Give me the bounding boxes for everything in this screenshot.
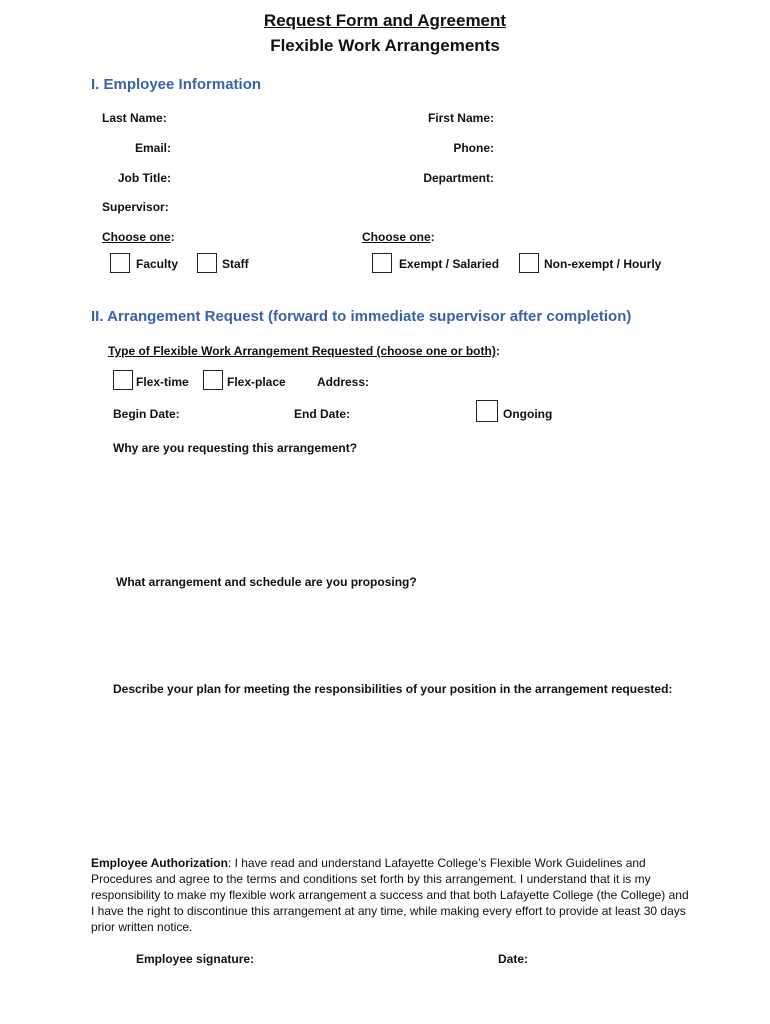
- job-title-label: Job Title:: [117, 171, 171, 185]
- first-name-field[interactable]: [502, 110, 722, 126]
- schedule-answer-field[interactable]: [113, 596, 707, 676]
- end-date-label: End Date:: [294, 407, 351, 421]
- last-name-field[interactable]: [176, 110, 396, 126]
- address-label: Address:: [317, 375, 370, 389]
- last-name-label: Last Name:: [102, 111, 167, 125]
- flex-place-checkbox[interactable]: [203, 370, 223, 390]
- form-subtitle: Flexible Work Arrangements: [270, 36, 500, 55]
- employee-signature-label: Employee signature:: [136, 952, 255, 966]
- plan-answer-field[interactable]: [113, 703, 707, 847]
- question-plan-label: Describe your plan for meeting the responsibilities of your position in the arrangement requested:: [113, 682, 673, 696]
- first-name-label: First Name:: [427, 111, 494, 125]
- non-exempt-hourly-label: Non-exempt / Hourly: [544, 257, 662, 271]
- choose-one-employee-type-label: Choose one:: [102, 230, 175, 244]
- flex-place-label: Flex-place: [227, 375, 286, 389]
- question-why-label: Why are you requesting this arrangement?: [113, 441, 358, 455]
- exempt-salaried-checkbox[interactable]: [372, 253, 392, 273]
- employee-signature-field[interactable]: [265, 951, 485, 967]
- staff-label: Staff: [222, 257, 249, 271]
- flex-time-label: Flex-time: [136, 375, 189, 389]
- phone-label: Phone:: [453, 141, 494, 155]
- section-employee-information-heading: I. Employee Information: [91, 76, 262, 93]
- faculty-checkbox[interactable]: [110, 253, 130, 273]
- form-title: Request Form and Agreement: [263, 11, 507, 30]
- job-title-field[interactable]: [176, 170, 396, 186]
- staff-checkbox[interactable]: [197, 253, 217, 273]
- flex-time-checkbox[interactable]: [113, 370, 133, 390]
- begin-date-field[interactable]: [186, 406, 286, 422]
- begin-date-label: Begin Date:: [113, 407, 180, 421]
- question-schedule-label: What arrangement and schedule are you proposing?: [116, 575, 417, 589]
- end-date-field[interactable]: [358, 406, 458, 422]
- ongoing-label: Ongoing: [503, 407, 553, 421]
- department-field[interactable]: [502, 170, 722, 186]
- address-field[interactable]: [378, 374, 708, 390]
- section-arrangement-request-heading: II. Arrangement Request (forward to immediate supervisor after completion): [91, 308, 632, 325]
- date-label: Date:: [498, 952, 529, 966]
- why-answer-field[interactable]: [113, 462, 707, 566]
- email-field[interactable]: [176, 140, 396, 156]
- department-label: Department:: [423, 171, 494, 185]
- signature-date-field[interactable]: [536, 951, 706, 967]
- email-label: Email:: [134, 141, 171, 155]
- faculty-label: Faculty: [136, 257, 179, 271]
- exempt-salaried-label: Exempt / Salaried: [399, 257, 500, 271]
- employee-authorization-text: Employee Authorization: I have read and understand Lafayette College’s Flexible Work Guidelines and Procedures and agree to the terms and conditions set forth by this arrangement. I understand that it is my responsibility to make my flexible work arrangement a success and that both Lafayette College (the College) and I have the right to discontinue this arrangement at any time, while making every effort to provide at least 30 days prior written notice.: [91, 856, 689, 934]
- non-exempt-hourly-checkbox[interactable]: [519, 253, 539, 273]
- supervisor-label: Supervisor:: [102, 200, 169, 214]
- arrangement-type-label: Type of Flexible Work Arrangement Requested (choose one or both):: [108, 344, 500, 358]
- choose-one-pay-type-label: Choose one:: [362, 230, 435, 244]
- phone-field[interactable]: [502, 140, 722, 156]
- supervisor-field[interactable]: [176, 199, 476, 215]
- ongoing-checkbox[interactable]: [476, 400, 498, 422]
